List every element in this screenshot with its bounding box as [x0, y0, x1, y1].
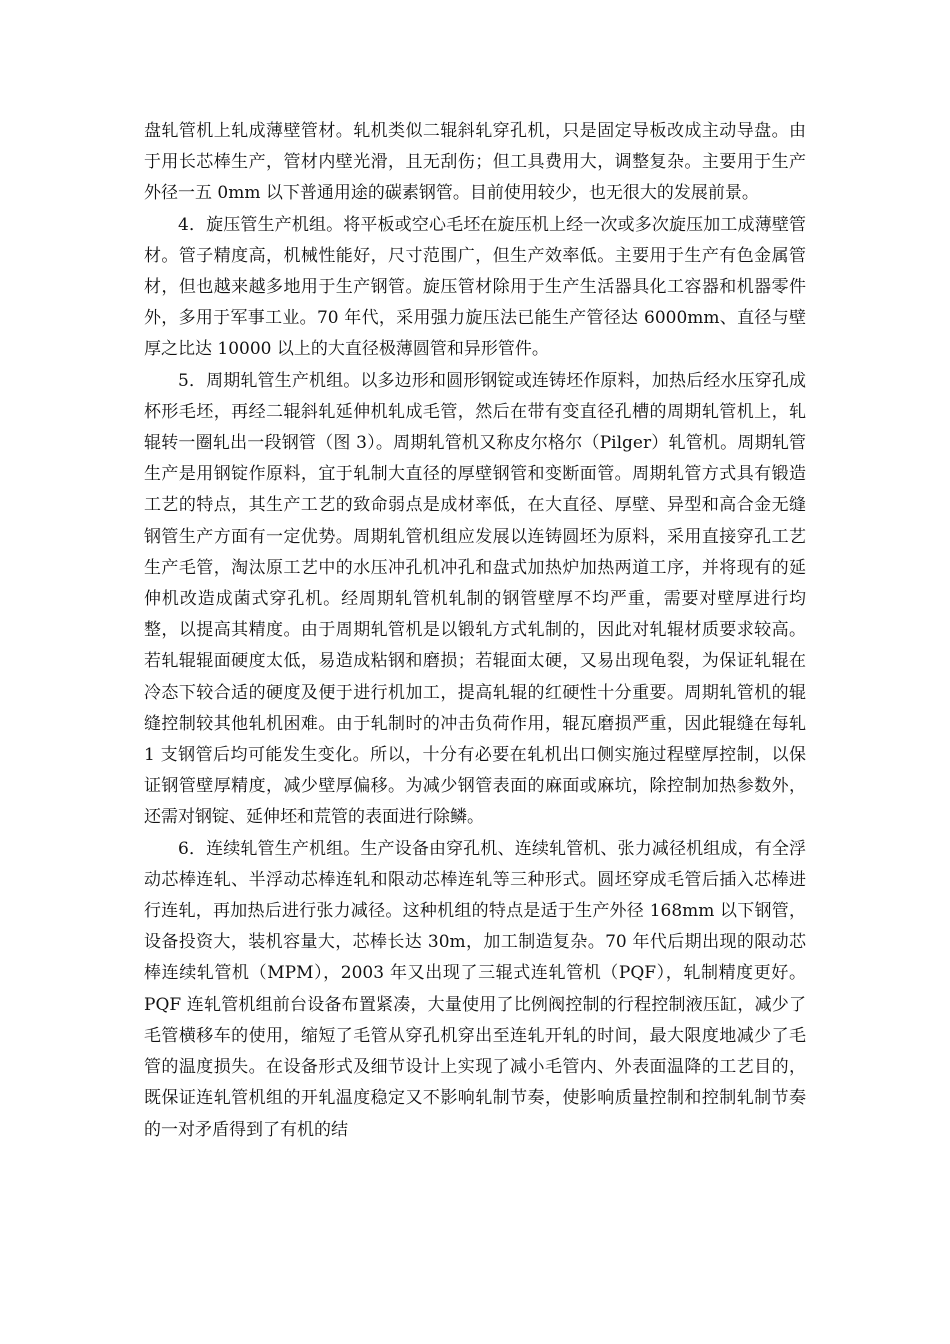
paragraph-spinning-tube-unit: 4．旋压管生产机组。将平板或空心毛坯在旋压机上经一次或多次旋压加工成薄壁管材。管子精度高，机械性能好，尺寸范围广，但生产效率低。主要用于生产有色金属管材，但也越来越多地用于生产钢管。旋压管材除用于生产生活器具化工容器和机器零件外，多用于军事工业。70 年代，采用强力旋压法已能生产管径达 6000mm、直径与壁厚之比达 10000 以上的大直径极薄圆管和异形管件。	[144, 214, 806, 360]
paragraph-pilger-mill-unit: 5．周期轧管生产机组。以多边形和圆形钢锭或连铸坯作原料，加热后经水压穿孔成杯形毛坯，再经二辊斜轧延伸机轧成毛管，然后在带有变直径孔槽的周期轧管机上，轧辊转一圈轧出一段钢管（图 3）。周期轧管机又称皮尔格尔（Pilger）轧管机。周期轧管生产是用钢锭作原料，宜于轧制大直径的厚壁钢管和变断面管。周期轧管方式具有锻造工艺的特点，其生产工艺的致命弱点是成材率低，在大直径、厚壁、异型和高合金无缝钢管生产方面有一定优势。周期轧管机组应发展以连铸圆坯为原料，采用直接穿孔工艺生产毛管，淘汰原工艺中的水压冲孔机冲孔和盘式加热炉加热两道工序，并将现有的延伸机改造成菌式穿孔机。经周期轧管机轧制的钢管壁厚不均严重，需要对壁厚进行均整，以提高其精度。由于周期轧管机是以锻轧方式轧制的，因此对轧辊材质要求较高。若轧辊辊面硬度太低，易造成粘钢和磨损；若辊面太硬，又易出现龟裂，为保证轧辊在冷态下较合适的硬度及便于进行机加工，提高轧辊的红硬性十分重要。周期轧管机的辊缝控制较其他轧机困难。由于轧制时的冲击负荷作用，辊瓦磨损严重，因此辊缝在每轧 1 支钢管后均可能发生变化。所以，十分有必要在轧机出口侧实施过程壁厚控制，以保证钢管壁厚精度，减少壁厚偏移。为减少钢管表面的麻面或麻坑，除控制加热参数外，还需对钢锭、延伸坯和荒管的表面进行除鳞。	[144, 370, 806, 828]
paragraph-continuous-mill-unit: 6．连续轧管生产机组。生产设备由穿孔机、连续轧管机、张力减径机组成，有全浮动芯棒连轧、半浮动芯棒连轧和限动芯棒连轧等三种形式。圆坯穿成毛管后插入芯棒进行连轧，再加热后进行张力减径。这种机组的特点是适于生产外径 168mm 以下钢管，设备投资大，装机容量大，芯棒长达 30m，加工制造复杂。70 年代后期出现的限动芯棒连续轧管机（MPM），2003 年又出现了三辊式连轧管机（PQF），轧制精度更好。PQF 连轧管机组前台设备布置紧凑，大量使用了比例阀控制的行程控制液压缸，减少了毛管横移车的使用，缩短了毛管从穿孔机穿出至连轧开轧的时间，最大限度地减少了毛管的温度损失。在设备形式及细节设计上实现了减小毛管内、外表面温降的工艺目的，既保证连轧管机组的开轧温度稳定又不影响轧制节奏，使影响质量控制和控制轧制节奏的一对矛盾得到了有机的结	[144, 838, 806, 1140]
document-body	[144, 116, 806, 1146]
paragraph-continuation: 盘轧管机上轧成薄壁管材。轧机类似二辊斜轧穿孔机，只是固定导板改成主动导盘。由于用长芯棒生产，管材内壁光滑，且无刮伤；但工具费用大，调整复杂。主要用于生产外径一五 0mm 以下普通用途的碳素钢管。目前使用较少，也无很大的发展前景。	[144, 121, 806, 204]
